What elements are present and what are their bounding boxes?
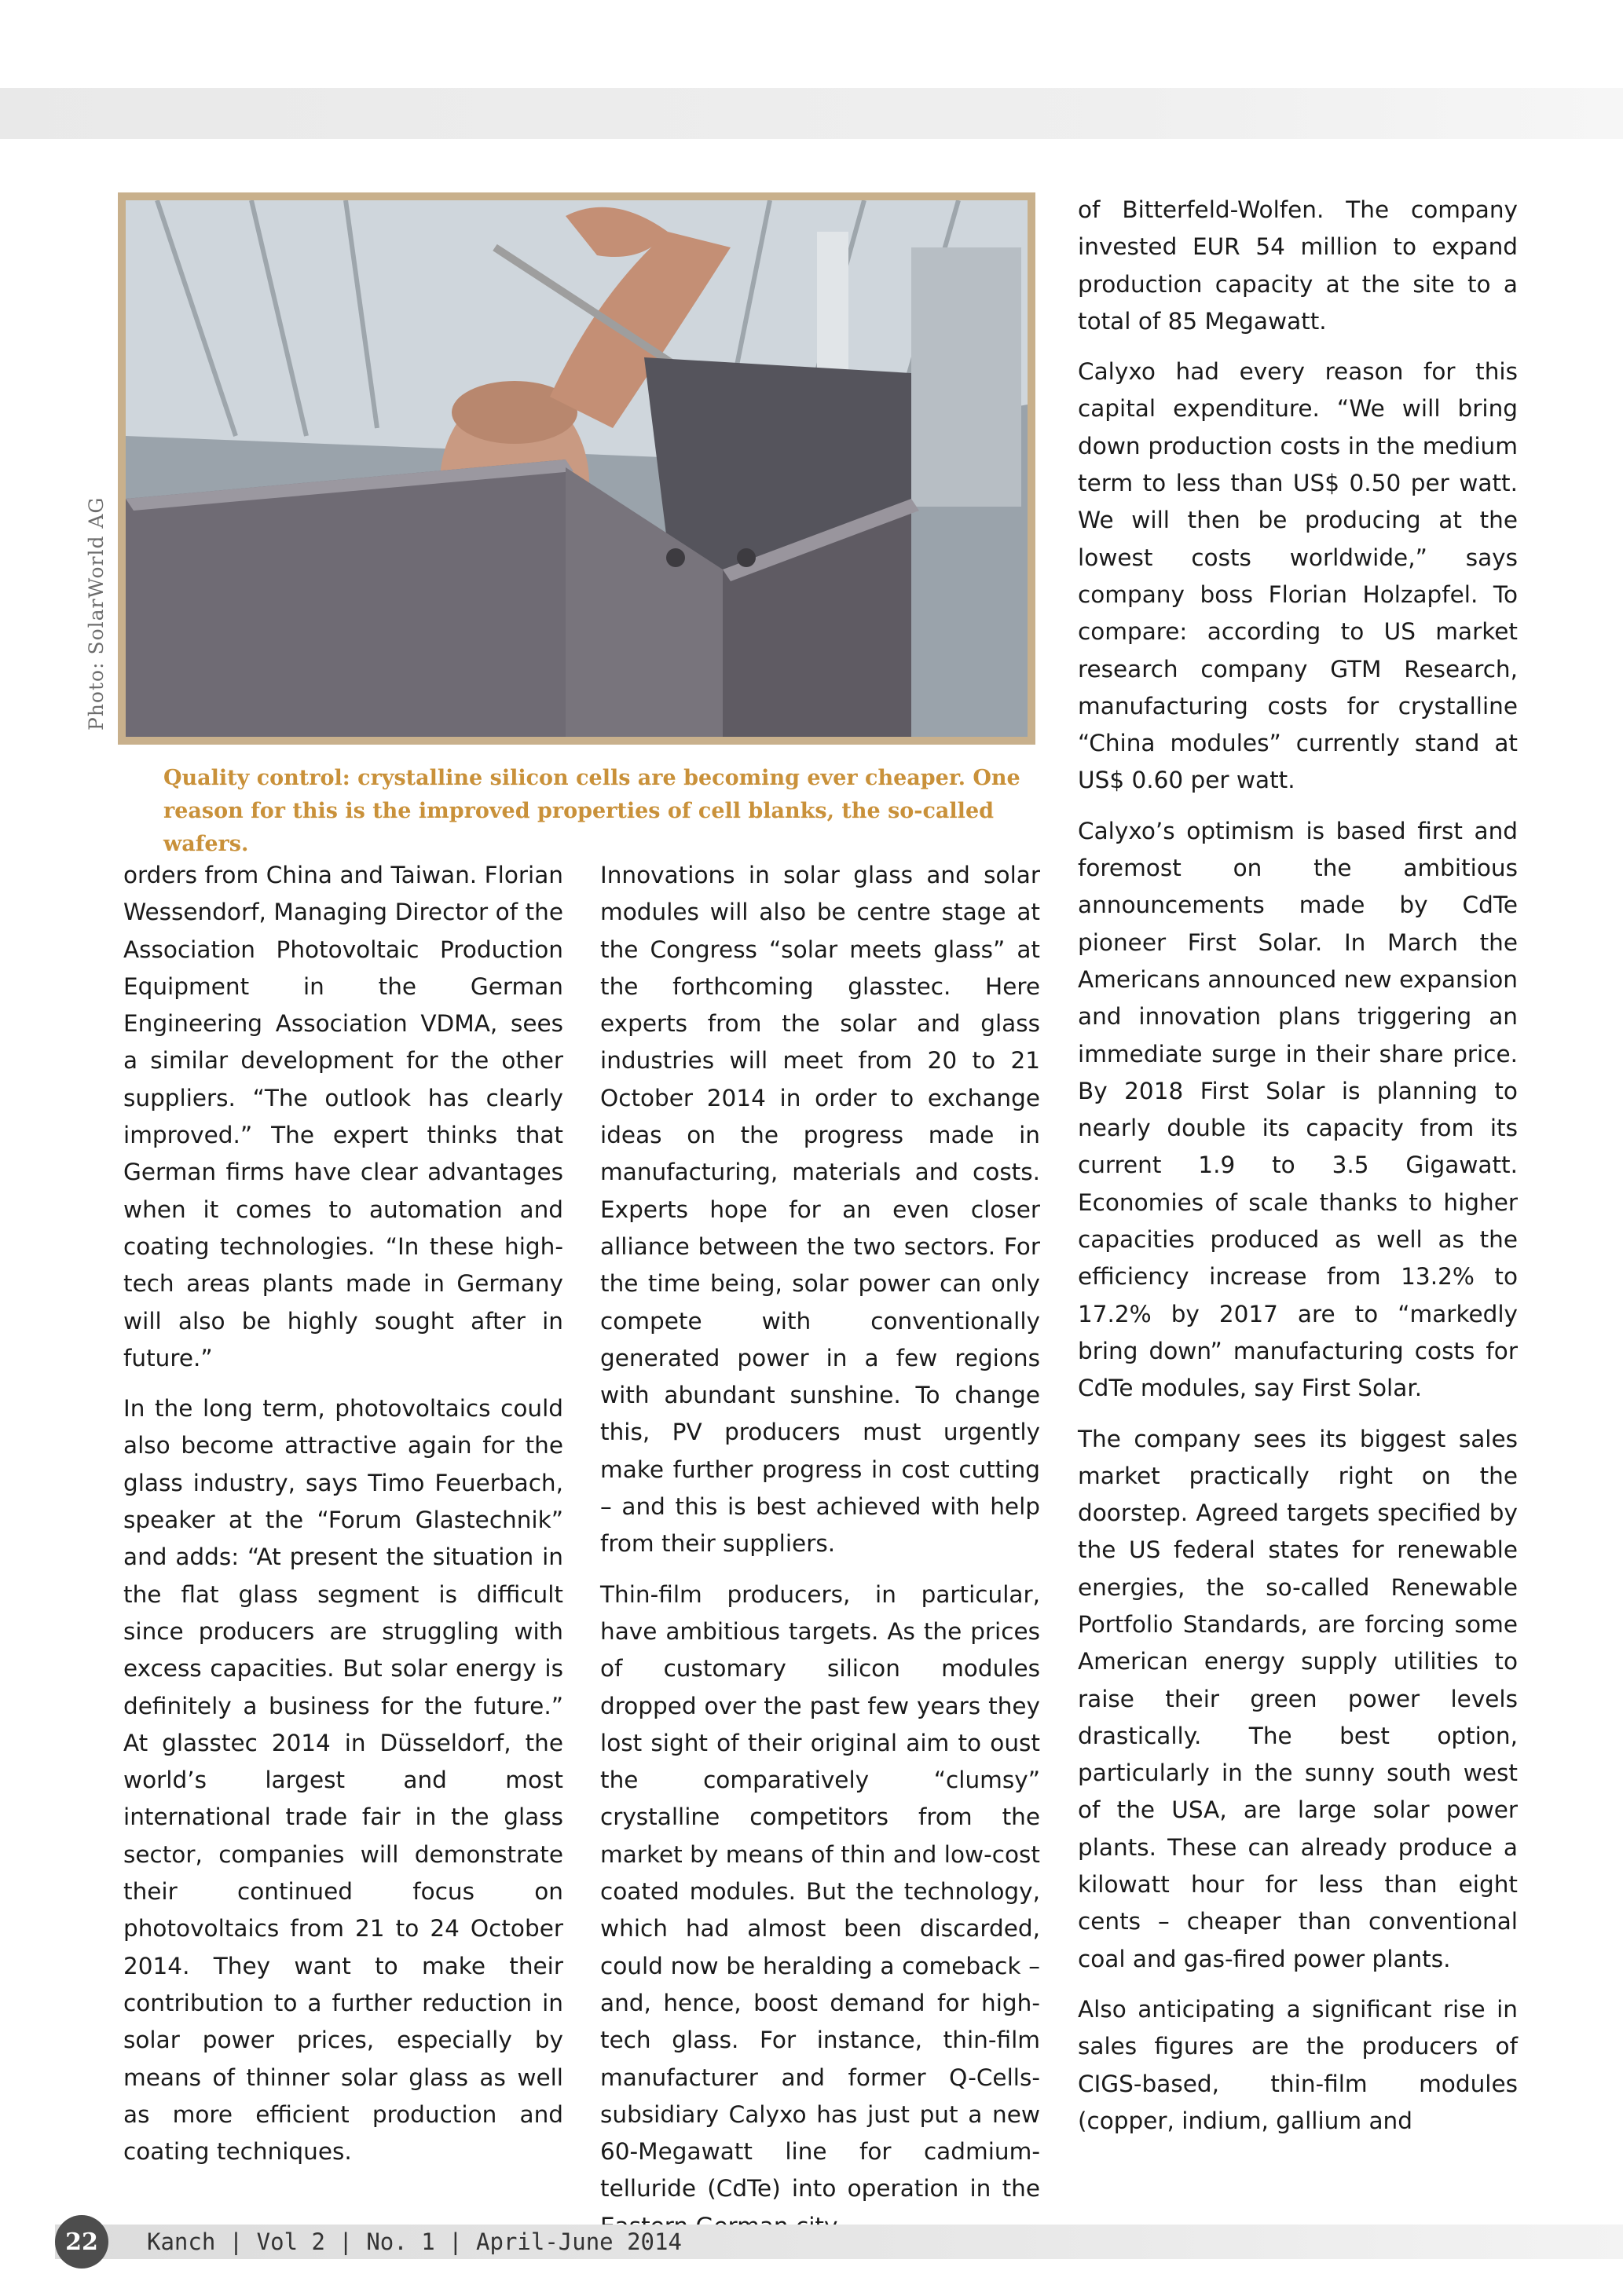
article-photo xyxy=(126,200,1028,737)
publication-info: Kanch | Vol 2 | No. 1 | April-June 2014 xyxy=(147,2228,682,2255)
paragraph: Calyxo’s optimism is based first and foremost on the ambitious announcements made by CdTe pioneer First Solar. In March the Americans announced new expansion and innovation plans triggering an immediate surge in their share price. By 2018 First Solar is planning to nearly double its capacity from its current 1.9 to 3.5 Gigawatt. Economies of scale thanks to higher capacities produced as well as the efficiency increase from 13.2% to 17.2% by 2017 are to “markedly bring down” manufacturing costs for CdTe modules, say First Solar. xyxy=(1078,817,1518,1402)
paragraph: Also anticipating a significant rise in sales figures are the producers of CIGS-based, thin-film modules (copper, indium, gallium and xyxy=(1078,1995,1518,2134)
page-number-badge: 22 xyxy=(55,2215,108,2269)
photo-caption: Quality control: crystalline silicon cells are becoming ever cheaper. One reason for this is the improved properties of cell blanks, the so-called wafers. xyxy=(163,766,1020,856)
paragraph: of Bitterfeld-Wolfen. The company invested EUR 54 million to expand production capacity at the site to a total of 85 Megawatt. xyxy=(1078,196,1518,335)
article-column-2 xyxy=(600,857,1040,2258)
paragraph: Thin-film producers, in particular, have ambitious targets. As the prices of customary silicon modules dropped over the past few years they lost sight of their original aim to oust the comparatively “clumsy” crystalline competitors from the market by means of thin and low-cost coated modules. But the technology, which had almost been discarded, could now be heralding a comeback – and, hence, boost demand for high-tech glass. For instance, thin-film manufacturer and former Q-Cells-subsidiary Calyxo has just put a new 60-Megawatt line for cadmium-telluride (CdTe) into operation in the xyxy=(600,1580,1040,2203)
paragraph: Calyxo had every reason for this capital expenditure. “We will bring down production costs in the medium term to less than US$ 0.50 per watt. We will then be producing at the lowest costs worldwide,” says company boss Florian Holzapfel. To compare: according to US market research company GTM Research, manufacturing costs for crystalline “China modules” currently stand at US$ 0.60 per watt. xyxy=(1078,358,1518,794)
paragraph: orders from China and Taiwan. Florian Wessendorf, Managing Director of the Association Photovoltaic Production Equipment in the German Engineering Association VDMA, sees a similar development for the other suppliers. “The outlook has clearly improved.” The expert thinks that German firms have clear advantages when it comes to automation and coating technologies. “In these high-tech areas plants made in Germany will also be highly sought after in future.” xyxy=(123,862,563,1371)
article-column-1 xyxy=(123,857,563,2184)
photo-illustration xyxy=(126,200,1028,737)
photo-credit: Photo: SolarWorld AG xyxy=(85,496,108,731)
paragraph: In the long term, photovoltaics could also become attractive again for the glass industry, says Timo Feuerbach, speaker at the “Forum Glastechnik” and adds: “At present the situation in the flat glass segment is difficult since producers are struggling with excess capacities. But solar energy is definitely a business for the future.” At glasstec 2014 in Düsseldorf, the world’s largest and most international trade fair in the glass sector, companies will demonstrate their continued focus on photovoltaics from 21 to 24 October 2014. They want to make their contribution to a further reduction in solar power prices, especially by means of thinner solar glass as well as more efficient production and coating techniques. xyxy=(123,1395,563,2166)
photo-frame xyxy=(118,192,1035,745)
header-band xyxy=(0,88,1623,139)
article-column-3 xyxy=(1078,192,1518,2153)
paragraph: Innovations in solar glass and solar modules will also be centre stage at the Congress “solar meets glass” at the forthcoming glasstec. Here experts from the solar and glass industries will meet from 20 to 21 October 2014 in order to exchange ideas on the progress made in manufacturing, materials and costs. Experts hope for an even closer alliance between the two sectors. For the time being, solar power can only compete with conventionally generated power in a few regions with abundant sunshine. To change this, PV producers must urgently make further progress in cost cutting – and this is best achieved with help from their suppliers. xyxy=(600,862,1040,1558)
paragraph: The company sees its biggest sales market practically right on the doorstep. Agreed targets specified by the US federal states for renewable energies, the so-called Renewable Portfolio Standards, are forcing some American energy supply utilities to raise their green power levels drastically. The best option, particularly in the sunny south west of the USA, are large solar power plants. These can already produce a kilowatt hour for less than eight cents – cheaper than conventional coal and gas-fired power plants. xyxy=(1078,1425,1518,1972)
